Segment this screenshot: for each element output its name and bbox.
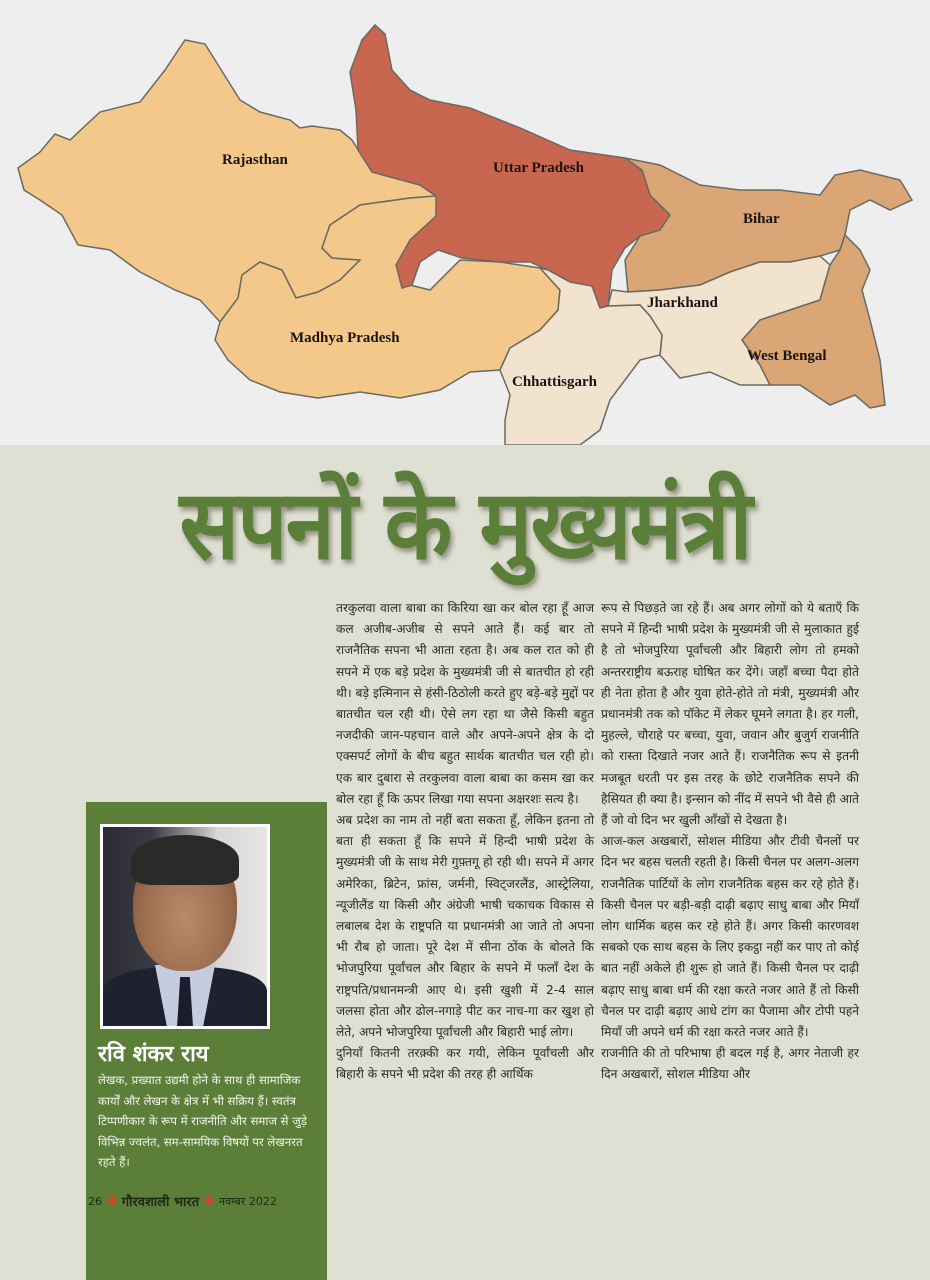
map-label-chhattisgarh: Chhattisgarh [512, 374, 598, 390]
author-photo [100, 824, 270, 1029]
article-column-2 [601, 598, 859, 1086]
issue-date: नवम्बर 2022 [218, 1194, 277, 1208]
author-box [86, 802, 327, 1280]
article-column-1 [336, 598, 594, 1086]
map-label-madhya-pradesh: Madhya Pradesh [290, 330, 400, 346]
map-label-uttar-pradesh: Uttar Pradesh [493, 160, 584, 176]
author-bio: लेखक, प्रख्यात उद्यमी होने के साथ ही सामाजिक कार्यों और लेखन के क्षेत्र में भी सक्रिय हैं। स्वतंत्र टिप्पणीकार के रूप में राजनीति और समाज से जुड़े विभिन्न ज्वलंत, सम-सामयिक विषयों पर लेखनरत रहते हैं। [98, 1073, 307, 1169]
article-paragraph: रूप से पिछड़ते जा रहे हैं। अब अगर लोगों को ये बताएँ कि सपने में हिन्दी भाषी प्रदेश के मुख्यमंत्री जी से मुलाकात हुई है तो भोजपुरिया पूर्वांचली और बिहारी लोग तो हमको अन्तरराष्ट्रीय बऊराह घोषित कर देंगे। जहाँ बच्चा पैदा होते ही नेता होता है और युवा होते-होते तो मंत्री, मुख्यमंत्री और प्रधानमंत्री तक को पॉकेट में लेकर घूमने लगता है। हर गली, मुहल्ले, चौराहे पर बच्चा, युवा, जवान और बुजुर्ग राजनीति को रास्ता दिखाते नजर आते हैं। राजनैतिक रूप से इतनी मजबूत धरती पर इस तरह के छोटे राजनैतिक सपने की हैसियत ही क्या है। इन्सान को नींद में सपने भी वैसे ही आते हैं जो वो दिन भर खुली आँखों से देखता है। [601, 601, 859, 828]
map-label-jharkhand: Jharkhand [647, 295, 718, 311]
map-illustration [0, 0, 930, 445]
red-cross-icon: ✚ [203, 1193, 215, 1209]
article-paragraph: आज-कल अखबारों, सोशल मीडिया और टीवी चैनलों पर दिन भर बहस चलती रहती है। किसी चैनल पर अलग-अलग राजनैतिक पार्टियों के लोग राजनैतिक बहस कर रहे होते हैं। किसी चैनल पर बड़ी-बड़ी दाढ़ी बढ़ाए साधु बाबा और मियाँ लोग धार्मिक बहस कर रहे होते हैं। अगर किसी कारणवश सबको एक साथ बहस के लिए इकट्ठा नहीं कर पाए तो कोई बात नहीं अकेले ही शुरू हो जाते हैं। किसी चैनल पर दाढ़ी बढ़ाए साधु बाबा धर्म की रक्षा करते नजर आते हैं तो किसी चैनल पर दाढ़ी बढ़ाए आधे टांग का पैजामा और टोपी पहने मियाँ जी अपने धर्म की रक्षा करते नजर आते हैं। [601, 834, 859, 1040]
article-paragraph: दुनियाँ कितनी तरक़्की कर गयी, लेकिन पूर्वांचली और बिहारी के सपने भी प्रदेश की तरह ही आर्थिक [336, 1046, 594, 1082]
publication-name: गौरवशाली भारत [121, 1195, 200, 1210]
red-cross-icon: ✚ [106, 1193, 118, 1209]
article-paragraph: अब प्रदेश का नाम तो नहीं बता सकता हूँ, लेकिन इतना तो बता ही सकता हूँ कि सपने में हिन्दी भाषी प्रदेश के मुख्यमंत्री जी के साथ मेरी गुफ़्तगू हो रही थी। सपने में अगर अमेरिका, ब्रिटेन, फ्रांस, जर्मनी, स्विट्जरलैंड, आस्ट्रेलिया, न्यूजीलैंड या किसी और अंग्रेजी भाषी चकाचक विकास से लबालब देश के राष्ट्रपति या प्रधानमंत्री आ जाते तो अपना भी रौब हो जाता। पूरे देश में सीना ठोंक के बोलते कि भोजपुरिया पूर्वांचल और बिहार के सपने में फलाँ देश के राष्ट्रपति/प्रधानमन्त्री आए थे। इसी खुशी में 2-4 साल जलसा होता और ढोल-नगाड़े पीट कर नाच-गा कर खुश हो लेते, अपने भोजपुरिया पूर्वांचली और बिहारी भाई लोग। [336, 813, 594, 1040]
page-number: 26 [88, 1194, 102, 1208]
article-headline: सपनों के मुख्यमंत्री [179, 469, 751, 581]
map-label-rajasthan: Rajasthan [222, 152, 288, 168]
article-paragraph: राजनीति की तो परिभाषा ही बदल गई है, अगर नेताजी हर दिन अखबारों, सोशल मीडिया और [601, 1046, 859, 1082]
page-footer [88, 1192, 277, 1210]
map-label-west-bengal: West Bengal [747, 348, 827, 364]
map-label-bihar: Bihar [743, 211, 780, 227]
india-states-map [0, 0, 930, 445]
author-portrait-image [103, 827, 267, 1026]
article-paragraph: तरकुलवा वाला बाबा का किरिया खा कर बोल रहा हूँ आज कल अजीब-अजीब से सपने आते हैं। कई बार तो राजनैतिक सपना भी आता रहता है। अब कल रात को ही सपने में एक बड़े प्रदेश के मुख्यमंत्री जी से बातचीत हो रही थी। बड़े इत्मिनान से हंसी-ठिठोली करते हुए बड़े-बड़े मुद्दों पर बातचीत चल रही थी। ऐसे लग रहा था जैसे किसी बहुत नजदीकी जान-पहचान वाले और अपने-अपने क्षेत्र के दो एक्सपर्ट लोगों के बीच बहुत सार्थक बातचीत चल रही हो। एक बार दुबारा से तरकुलवा वाला बाबा का कसम खा कर बोल रहा हूँ कि ऊपर लिखा गया सपना अक्षरशः सत्य है। [336, 601, 594, 806]
author-name: रवि शंकर राय [98, 1042, 209, 1067]
